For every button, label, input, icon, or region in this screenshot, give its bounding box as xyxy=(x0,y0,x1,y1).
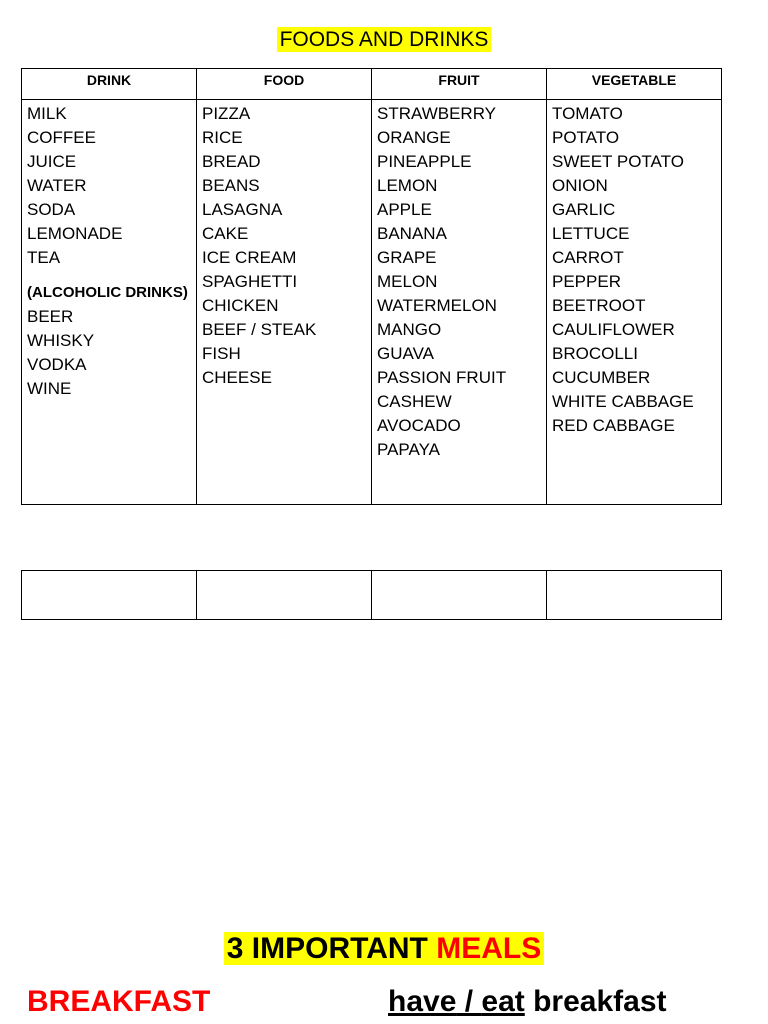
page-title-wrapper xyxy=(0,28,768,52)
fruit-item: CASHEW xyxy=(377,392,452,411)
vegetable-item: ONION xyxy=(552,176,608,195)
slash-separator: / xyxy=(456,985,482,1018)
page-title: FOODS AND DRINKS xyxy=(277,27,492,52)
header-food: FOOD xyxy=(197,69,372,100)
drink-item: SODA xyxy=(27,200,76,219)
vegetable-item: CUCUMBER xyxy=(552,368,651,387)
vegetable-item: PEPPER xyxy=(552,272,621,291)
header-vegetable: VEGETABLE xyxy=(547,69,722,100)
fruit-item: MELON xyxy=(377,272,438,291)
drink-item: TEA xyxy=(27,248,61,267)
empty-cell xyxy=(197,571,372,620)
empty-table-row xyxy=(22,571,722,620)
drink-item: WATER xyxy=(27,176,87,195)
fruit-item: PINEAPPLE xyxy=(377,152,472,171)
food-item: BEANS xyxy=(202,176,260,195)
vegetable-item: SWEET POTATO xyxy=(552,152,684,171)
empty-cell xyxy=(22,571,197,620)
eat-word: eat xyxy=(481,985,525,1018)
empty-cell xyxy=(372,571,547,620)
drink-item: MILK xyxy=(27,104,67,123)
breakfast-word: breakfast xyxy=(524,985,667,1018)
fruit-item: APPLE xyxy=(377,200,432,219)
vegetable-item: CARROT xyxy=(552,248,624,267)
vegetable-item: POTATO xyxy=(552,128,620,147)
alcoholic-drink-item: WHISKY xyxy=(27,331,95,350)
vegetable-item: GARLIC xyxy=(552,200,616,219)
alcoholic-drinks-heading: (ALCOHOLIC DRINKS) xyxy=(27,284,188,301)
drink-item: COFFEE xyxy=(27,128,96,147)
alcoholic-drink-item: WINE xyxy=(27,379,72,398)
header-fruit: FRUIT xyxy=(372,69,547,100)
empty-table xyxy=(21,570,722,620)
breakfast-label: BREAKFAST xyxy=(27,985,211,1018)
breakfast-phrase xyxy=(388,985,667,1019)
drink-column xyxy=(22,100,197,505)
alcoholic-drink-item: BEER xyxy=(27,307,74,326)
meals-heading xyxy=(224,932,544,965)
fruit-item: MANGO xyxy=(377,320,442,339)
drink-item: JUICE xyxy=(27,152,77,171)
table-body-row xyxy=(22,100,722,505)
fruit-item: STRAWBERRY xyxy=(377,104,497,123)
food-item: PIZZA xyxy=(202,104,251,123)
have-word: have xyxy=(388,985,457,1018)
vegetable-item: WHITE CABBAGE xyxy=(552,392,694,411)
fruit-item: PASSION FRUIT xyxy=(377,368,507,387)
vegetable-item: RED CABBAGE xyxy=(552,416,675,435)
food-item: BEEF / STEAK xyxy=(202,320,317,339)
food-item: SPAGHETTI xyxy=(202,272,298,291)
food-item: ICE CREAM xyxy=(202,248,297,267)
vegetable-column xyxy=(547,100,722,505)
food-item: BREAD xyxy=(202,152,261,171)
fruit-item: GUAVA xyxy=(377,344,434,363)
fruit-item: WATERMELON xyxy=(377,296,497,315)
food-table xyxy=(21,68,722,505)
fruit-item: LEMON xyxy=(377,176,438,195)
fruit-item: ORANGE xyxy=(377,128,451,147)
empty-cell xyxy=(547,571,722,620)
vegetable-item: TOMATO xyxy=(552,104,623,123)
fruit-item: GRAPE xyxy=(377,248,437,267)
fruit-item: PAPAYA xyxy=(377,440,440,459)
meals-heading-wrapper xyxy=(0,932,768,966)
fruit-item: BANANA xyxy=(377,224,447,243)
vegetable-item: BROCOLLI xyxy=(552,344,638,363)
header-drink: DRINK xyxy=(22,69,197,100)
fruit-column xyxy=(372,100,547,505)
vegetable-item: BEETROOT xyxy=(552,296,646,315)
food-item: LASAGNA xyxy=(202,200,283,219)
food-column xyxy=(197,100,372,505)
alcoholic-drink-item: VODKA xyxy=(27,355,87,374)
meals-heading-accent: MEALS xyxy=(436,932,542,965)
meals-heading-prefix: 3 IMPORTANT xyxy=(226,932,437,965)
table-header-row xyxy=(22,69,722,100)
food-item: RICE xyxy=(202,128,243,147)
vegetable-item: LETTUCE xyxy=(552,224,630,243)
drink-item: LEMONADE xyxy=(27,224,123,243)
fruit-item: AVOCADO xyxy=(377,416,461,435)
food-item: CAKE xyxy=(202,224,249,243)
food-item: CHICKEN xyxy=(202,296,279,315)
vegetable-item: CAULIFLOWER xyxy=(552,320,675,339)
food-item: CHEESE xyxy=(202,368,272,387)
food-item: FISH xyxy=(202,344,241,363)
